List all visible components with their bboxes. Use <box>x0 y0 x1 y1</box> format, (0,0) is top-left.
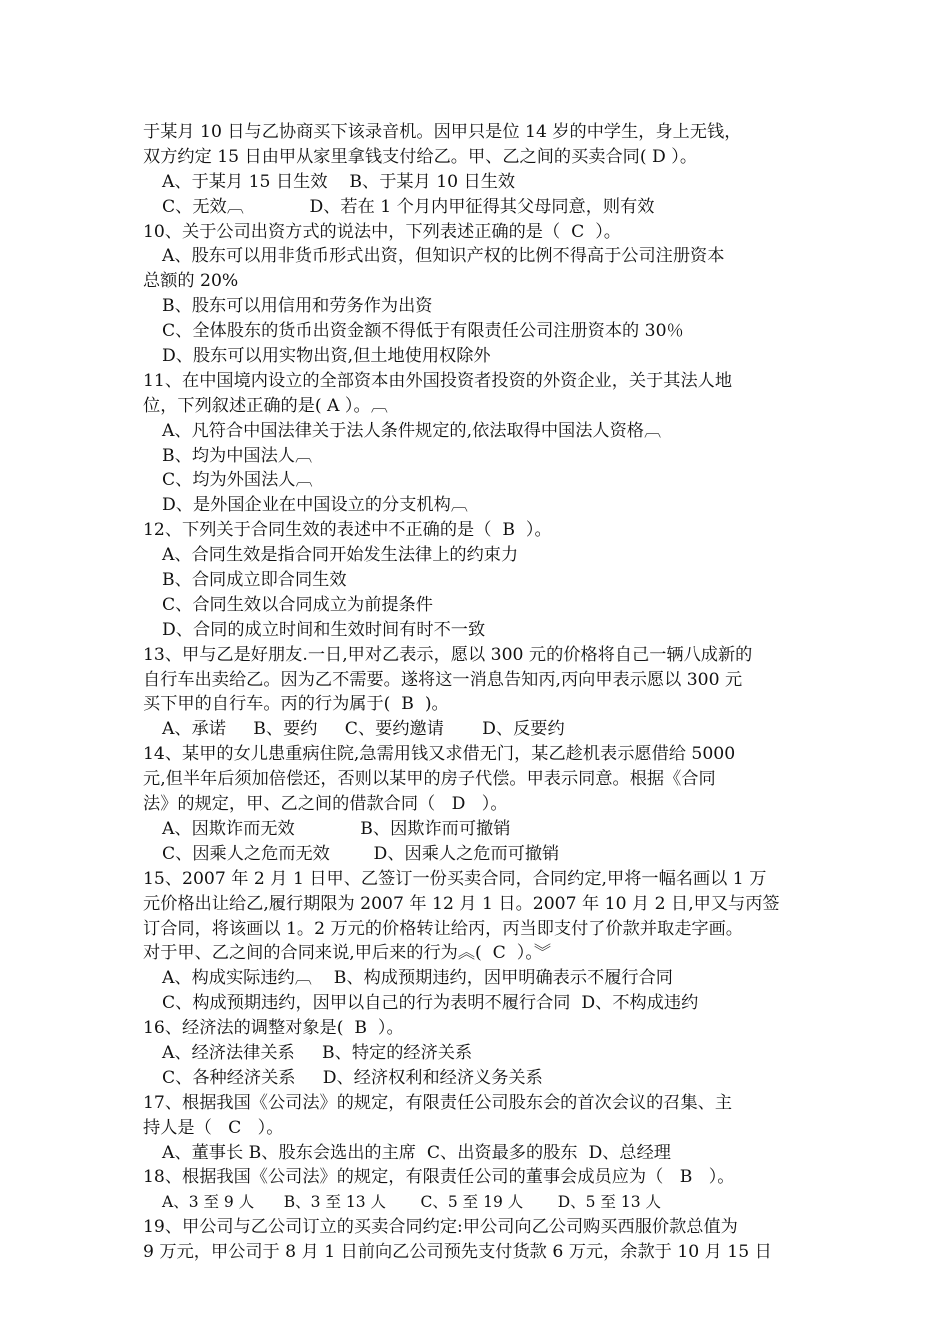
option-line: C、合同生效以合同成立为前提条件 <box>162 594 433 615</box>
option-line: C、各种经济关系 D、经济权利和经济义务关系 <box>162 1067 543 1088</box>
text-line: 自行车出卖给乙。因为乙不需要。遂将这一消息告知丙,丙向甲表示愿以 300 元 <box>143 669 743 690</box>
option-line: C、无效︹ D、若在 1 个月内甲征得其父母同意，则有效 <box>162 196 655 217</box>
question-10: 10、关于公司出资方式的说法中，下列表述正确的是（ C ）。 <box>143 221 621 242</box>
question-12: 12、下列关于合同生效的表述中不正确的是（ B ）。 <box>143 520 552 541</box>
text-line: 买下甲的自行车。丙的行为属于( B )。 <box>143 694 449 715</box>
option-line: B、合同成立即合同生效 <box>162 570 347 591</box>
question-11: 11、在中国境内设立的全部资本由外国投资者投资的外资企业，关于其法人地 <box>143 370 733 391</box>
option-line: B、股东可以用信用和劳务作为出资 <box>162 296 433 317</box>
option-line: D、股东可以用实物出资,但土地使用权除外 <box>162 346 491 367</box>
option-line: A、于某月 15 日生效 B、于某月 10 日生效 <box>162 171 516 192</box>
text-line: 元,但半年后须加倍偿还，否则以某甲的房子代偿。甲表示同意。根据《合同 <box>143 769 716 790</box>
question-19: 19、甲公司与乙公司订立的买卖合同约定:甲公司向乙公司购买西服价款总值为 <box>143 1217 738 1238</box>
question-16: 16、经济法的调整对象是( B ）。 <box>143 1018 404 1039</box>
text-line: 双方约定 15 日由甲从家里拿钱支付给乙。甲、乙之间的买卖合同( D ）。 <box>143 146 698 167</box>
question-14: 14、某甲的女儿患重病住院,急需用钱又求借无门，某乙趁机表示愿借给 5000 <box>143 744 736 765</box>
text-line: 总额的 20% <box>143 271 239 292</box>
option-line: A、经济法律关系 B、特定的经济关系 <box>162 1042 473 1063</box>
question-18: 18、根据我国《公司法》的规定，有限责任公司的董事会成员应为（ B ）。 <box>143 1167 735 1188</box>
text-line: 法》的规定，甲、乙之间的借款合同（ D ）。 <box>143 794 508 815</box>
option-line: A、股东可以用非货币形式出资，但知识产权的比例不得高于公司注册资本 <box>162 246 725 267</box>
option-line: A、构成实际违约︹ B、构成预期违约，因甲明确表示不履行合同 <box>162 968 673 989</box>
option-line: B、均为中国法人︹ <box>162 445 313 466</box>
option-line: C、全体股东的货币出资金额不得低于有限责任公司注册资本的 30％ <box>162 321 684 342</box>
document-body <box>143 120 813 1265</box>
text-line: 于某月 10 日与乙协商买下该录音机。因甲只是位 14 岁的中学生，身上无钱， <box>143 122 742 142</box>
question-13: 13、甲与乙是好朋友.一日,甲对乙表示，愿以 300 元的价格将自己一辆八成新的 <box>143 644 753 665</box>
option-line: C、因乘人之危而无效 D、因乘人之危而可撤销 <box>162 843 560 864</box>
text-line: 订合同，将该画以 1。2 万元的价格转让给丙，丙当即支付了价款并取走字画。 <box>143 918 743 939</box>
option-line: D、合同的成立时间和生效时间有时不一致 <box>162 619 486 640</box>
option-line: A、董事长 B、股东会选出的主席 C、出资最多的股东 D、总经理 <box>162 1142 671 1163</box>
option-line: D、是外国企业在中国设立的分支机构︹ <box>162 495 468 516</box>
text-line: 9 万元，甲公司于 8 月 1 日前向乙公司预先支付货款 6 万元，余款于 10 月 15 日 <box>143 1242 772 1263</box>
text-line: 位，下列叙述正确的是( A ）。︹ <box>143 395 388 416</box>
option-line: C、均为外国法人︹ <box>162 470 313 491</box>
option-line: A、承诺 B、要约 C、要约邀请 D、反要约 <box>162 719 565 740</box>
text-line: 对于甲、乙之间的合同来说,甲后来的行为︽( C ）。︾ <box>143 943 552 964</box>
option-line: A、因欺诈而无效 B、因欺诈而可撤销 <box>162 818 511 839</box>
option-line: A、合同生效是指合同开始发生法律上的约束力 <box>162 545 519 566</box>
option-line: A、凡符合中国法律关于法人条件规定的,依法取得中国法人资格︹ <box>162 420 662 441</box>
text-line: 持人是（ C ）。 <box>143 1117 284 1138</box>
question-17: 17、根据我国《公司法》的规定，有限责任公司股东会的首次会议的召集、主 <box>143 1092 733 1113</box>
question-15: 15、2007 年 2 月 1 日甲、乙签订一份买卖合同，合同约定,甲将一幅名画以 1 万 <box>143 868 767 889</box>
option-line: A、3 至 9 人 B、3 至 13 人 C、5 至 19 人 D、5 至 13 人 <box>162 1193 662 1212</box>
option-line: C、构成预期违约，因甲以自己的行为表明不履行合同 D、不构成违约 <box>162 993 699 1014</box>
text-line: 元价格出让给乙,履行期限为 2007 年 12 月 1 日。2007 年 10 月 2 日,甲又与丙签 <box>143 893 780 914</box>
